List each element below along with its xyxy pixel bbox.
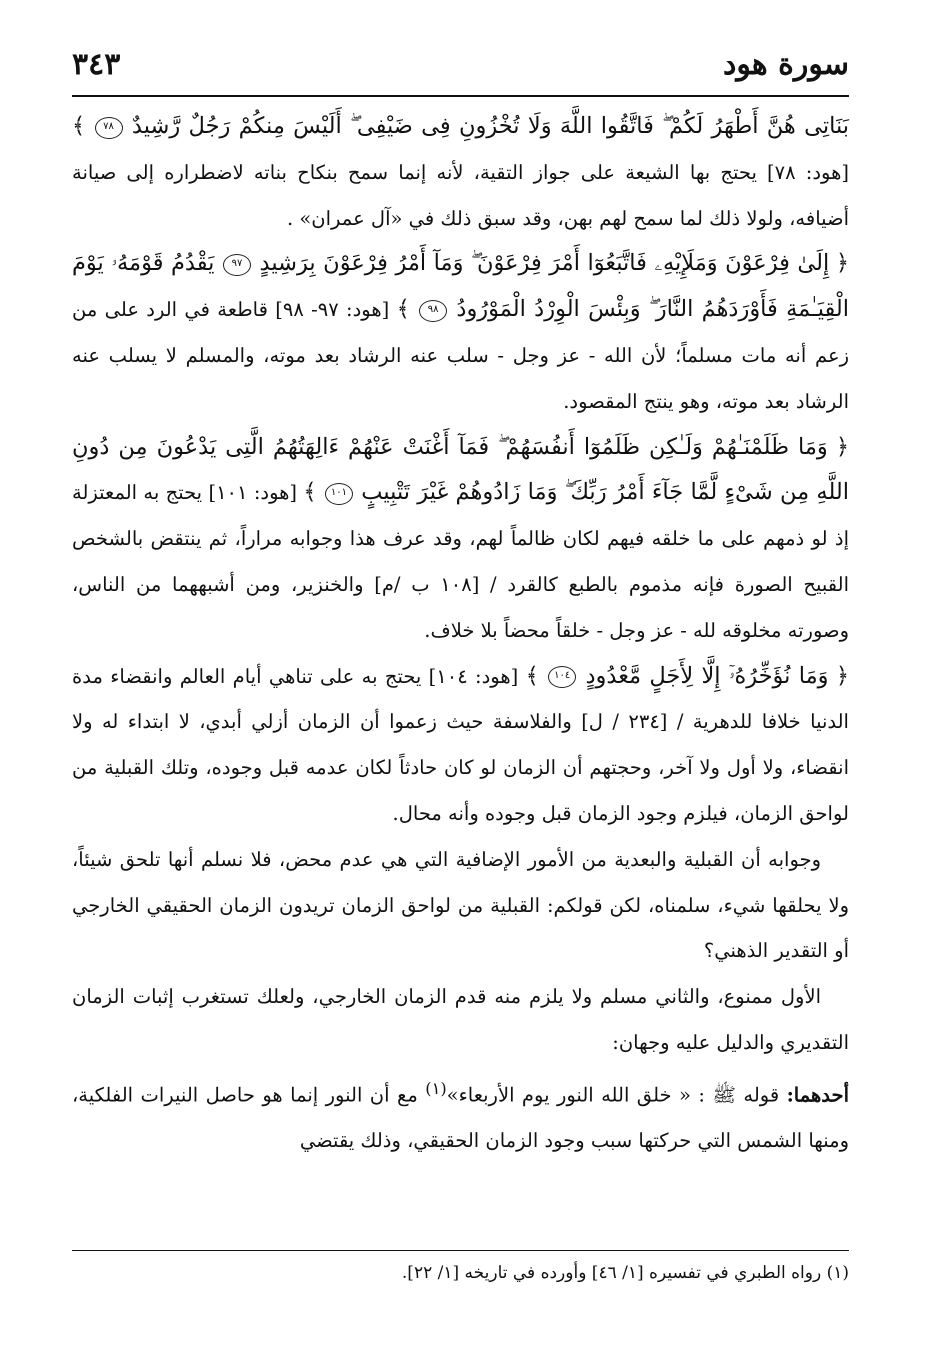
first-aspect-label: أحدهما: <box>786 1083 849 1107</box>
quran-verse: يَقْدُمُ قَوْمَهُۥ يَوْمَ الْقِيَـٰمَةِ فَأَوْرَدَهُمُ النَّارَ ۖ وَبِئْسَ الْوِرْدُ الْمَوْرُودُ <box>72 250 850 323</box>
hadith-text: قوله ﷺ : « خلق الله النور يوم الأربعاء» <box>446 1083 780 1107</box>
paragraph-hud-101 <box>72 425 849 654</box>
quran-closing-bracket: ﴾ <box>72 113 86 139</box>
paragraph-reply: وجوابه أن القبلية والبعدية من الأمور الإضافية التي هي عدم محض، فلا نسلم أنها تلحق شيئاً، ولا يحلقها شيء، سلمناه، لكن قولكم: القبلية من لواحق الزمان تريدون الزمان الحقيقي الخارجي أو التقدير الذهني؟ <box>72 847 849 963</box>
ayah-number-marker: ٩٧ <box>223 254 251 276</box>
ayah-number-marker: ١٠١ <box>325 483 353 505</box>
quran-verse: بَنَاتِى هُنَّ أَطْهَرُ لَكُمْ ۖ فَاتَّقُوا اللَّهَ وَلَا تُخْزُونِ فِى ضَيْفِى ۖ أَلَيْسَ مِنكُمْ رَجُلٌ رَّشِيدٌ <box>131 113 850 139</box>
quran-opening-bracket: ﴿ <box>835 433 850 460</box>
ayah-number-marker: ٧٨ <box>95 117 123 139</box>
quran-closing-bracket: ﴾ <box>396 296 410 323</box>
quran-verse: إِلَىٰ فِرْعَوْنَ وَمَلَإِيْهِۦ فَاتَّبَعُوٓا أَمْرَ فِرْعَوْنَ ۖ وَمَآ أَمْرُ فِرْعَوْنَ بِرَشِيدٍ <box>259 250 830 277</box>
commentary-text: مع أن النور إنما هو حاصل النيرات الفلكية، ومنها الشمس التي حركتها سبب وجود الزمان الحقيقي، وذلك يقتضي <box>72 1083 849 1153</box>
footnote-rule <box>72 1250 849 1251</box>
commentary-text: [هود: ١٠٤] يحتج به على تناهي أيام العالم وانقضاء مدة الدنيا خلافا للدهرية / [٢٣٤ / ل] والفلاسفة حيث زعموا أن الزمان أزلي أبدي، لا ابتداء له ولا انقضاء، ولا أول ولا آخر، وحجتهم أن الزمان لو كان حادثاً لكان عدمه قبل وجوده، وتلك القبلية من لواحق الزمان، فيلزم وجود الزمان قبل وجوده وأنه محال. <box>72 664 849 825</box>
quran-verse: وَمَا ظَلَمْنَـٰهُمْ وَلَـٰكِن ظَلَمُوٓا أَنفُسَهُمْ ۖ فَمَآ أَغْنَتْ عَنْهُمْ ءَالِهَتُهُمُ الَّتِى يَدْعُونَ مِن دُونِ اللَّهِ مِن شَىْءٍ لَّمَّا جَآءَ أَمْرُ رَبِّكَ ۖ وَمَا زَادُوهُمْ غَيْرَ تَتْبِيبٍ <box>72 433 850 506</box>
commentary-text: [هود: ٩٧- ٩٨] قاطعة في الرد على من زعم أنه مات مسلماً؛ لأن الله - عز وجل - سلب عنه الرشاد بعد موته، والمسلم لا يسلب عنه الرشاد بعد موته، وهو ينتج المقصود. <box>72 298 849 413</box>
page-header <box>72 38 849 90</box>
footnote-reference: (١) <box>425 1078 447 1098</box>
quran-opening-bracket: ﴿ <box>835 250 850 277</box>
paragraph-first-aspect <box>72 1066 849 1164</box>
header-rule <box>72 95 849 97</box>
quran-closing-bracket: ﴾ <box>525 662 539 689</box>
quran-closing-bracket: ﴾ <box>303 479 317 506</box>
page-number: ٣٤٣ <box>72 46 121 82</box>
paragraph-hud-104 <box>72 654 849 837</box>
commentary-text: [هود: ١٠١] يحتج به المعتزلة إذ لو ذمهم على ما خلقه فيهم لكان ظالماً لهم، وقد عرف هذا وجوابه مراراً، ثم ينتقض بالشخص القبيح الصورة فإنه مذموم بالطبع كالقرد / [١٠٨ ب /م] والخنزير، ومن أشبههما من الناس، وصورته مخلوقه لله - عز وجل - خلقاً محضاً بلا خلاف. <box>72 481 849 642</box>
page-body <box>72 104 849 1164</box>
quran-opening-bracket: ﴿ <box>835 662 850 689</box>
ayah-number-marker: ١٠٤ <box>548 666 576 688</box>
surah-title: سورة هود <box>723 46 849 82</box>
paragraph-first-second: الأول ممنوع، والثاني مسلم ولا يلزم منه قدم الزمان الخارجي، ولعلك تستغرب إثبات الزمان التقديري والدليل عليه وجهان: <box>72 985 849 1054</box>
ayah-number-marker: ٩٨ <box>419 300 447 322</box>
commentary-text: [هود: ٧٨] يحتج بها الشيعة على جواز التقية، لأنه إنما سمح بنكاح بناته لاضطراره إلى صيانة أضيافه، ولولا ذلك لما سمح لهم بهن، وقد سبق ذلك في «آل عمران» . <box>72 160 849 230</box>
paragraph-hud-97-98 <box>72 241 849 424</box>
paragraph-hud-78 <box>72 104 849 241</box>
quran-verse: وَمَا نُؤَخِّرُهُۥٓ إِلَّا لِأَجَلٍ مَّعْدُودٍ <box>585 662 829 689</box>
footnote: (١) رواه الطبري في تفسيره [١/ ٤٦] وأورده في تاريخه [١/ ٢٢]. <box>401 1263 849 1283</box>
